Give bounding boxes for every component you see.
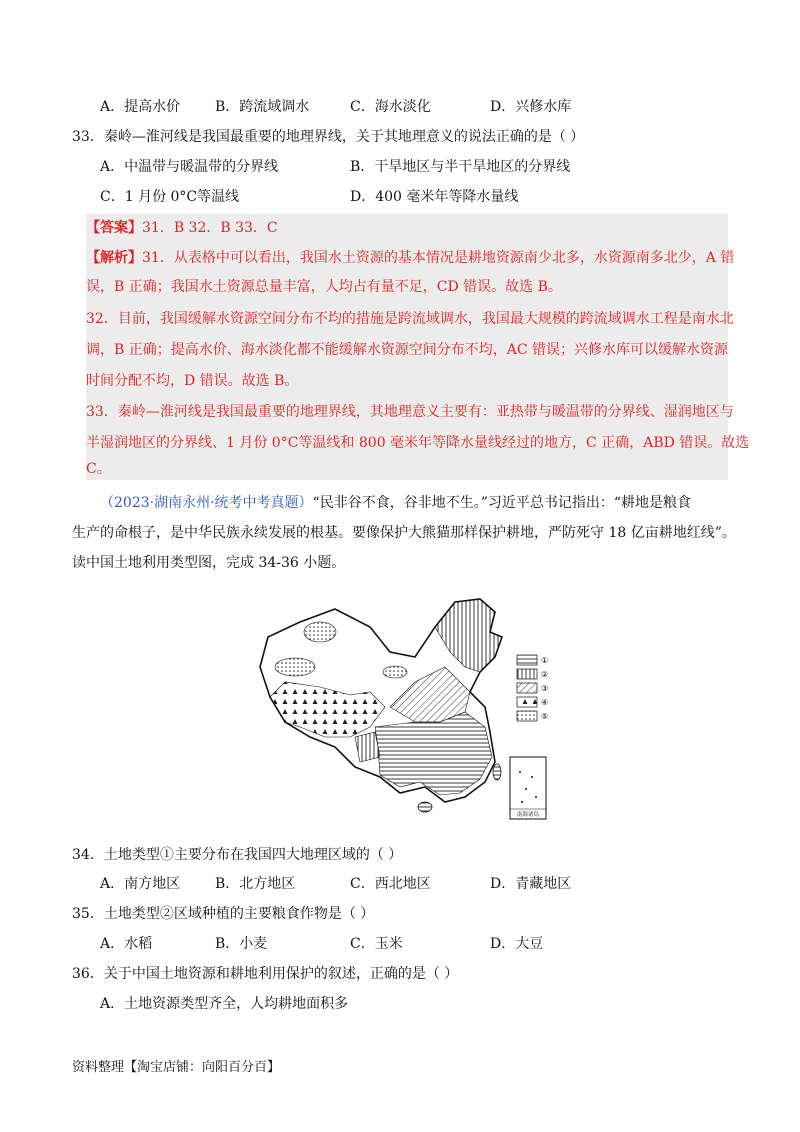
- q33-option-a: A．中温带与暖温带的分界线: [100, 159, 279, 175]
- q35-option-b: B．小麦: [215, 936, 268, 952]
- q33-option-c: C．1 月份 0°C等温线: [100, 189, 240, 205]
- q33-stem: 33．秦岭—淮河线是我国最重要的地理界线，关于其地理意义的说法正确的是（ ）: [72, 129, 585, 145]
- analysis-line-7: 半湿润地区的分界线、1 月份 0°C等温线和 800 毫米年等降水量线经过的地方，C 正确，ABD 错误。故选: [86, 435, 750, 451]
- map-legend: [517, 655, 548, 721]
- q35-option-d: D．大豆: [490, 936, 544, 952]
- q32-option-a: A．提高水价: [100, 99, 181, 115]
- footer-note: 资料整理【淘宝店铺：向阳百分百】: [72, 1060, 281, 1075]
- q33-option-b: B．干旱地区与半干旱地区的分界线: [350, 159, 571, 175]
- q35-option-a: A．水稻: [100, 936, 153, 952]
- analysis-line-2: 误，B 正确；我国水土资源总量丰富，人均占有量不足，CD 错误。故选 B。: [86, 279, 562, 295]
- intro-line-1: （2023·湖南永州·统考中考真题）“民非谷不食，谷非地不生。”习近平总书记指出：“耕地是粮食: [100, 495, 692, 511]
- china-land-use-map: [240, 597, 560, 837]
- q32-option-c: C．海水淡化: [350, 99, 431, 115]
- south-china-sea-inset: [510, 757, 546, 819]
- analysis-line-6: 33．秦岭—淮河线是我国最重要的地理界线，其地理意义主要有：亚热带与暖温带的分界线、湿润地区与: [86, 404, 734, 420]
- legend-label-4: ④: [541, 698, 549, 707]
- legend-label-5: ⑤: [541, 712, 549, 721]
- analysis-line-4: 调，B 正确；提高水价、海水淡化都不能缓解水资源空间分布不均，AC 错误；兴修水库可以缓解水资源: [86, 342, 729, 358]
- q35-stem: 35．土地类型②区域种植的主要粮食作物是（ ）: [72, 906, 375, 922]
- analysis-line-3: 32．目前，我国缓解水资源空间分布不均的措施是跨流域调水，我国最大规模的跨流域调水工程是南水北: [86, 311, 734, 327]
- q32-option-b: B．跨流域调水: [215, 99, 310, 115]
- answer-tag: 【答案】: [86, 220, 142, 236]
- source-tag: （2023·湖南永州·统考中考真题）: [100, 495, 313, 511]
- q32-option-d: D．兴修水库: [490, 99, 572, 115]
- inset-label: 南海诸岛: [516, 812, 540, 818]
- analysis-tag: 【解析】: [86, 250, 142, 266]
- answer-text: 31．B 32．B 33．C: [142, 220, 278, 236]
- legend-label-1: ①: [541, 656, 549, 665]
- intro-line-2: 生产的命根子，是中华民族永续发展的根基。要像保护大熊猫那样保护耕地，严防死守 18 亿亩耕地红线”。: [72, 525, 736, 541]
- q36-stem: 36．关于中国土地资源和耕地利用保护的叙述，正确的是（ ）: [72, 966, 459, 982]
- answer-line: [86, 218, 278, 238]
- q34-option-c: C．西北地区: [350, 876, 431, 892]
- q34-option-a: A．南方地区: [100, 876, 181, 892]
- q35-option-c: C．玉米: [350, 936, 403, 952]
- legend-label-3: ③: [541, 684, 549, 693]
- analysis-line-1: 【解析】31．从表格中可以看出，我国水土资源的基本情况是耕地资源南少北多，水资源南多北少，A 错: [86, 250, 735, 266]
- map-figure: [240, 597, 560, 837]
- analysis-line-5: 时间分配不均，D 错误。故选 B。: [86, 373, 299, 389]
- legend-label-2: ②: [541, 670, 549, 679]
- q34-option-d: D．青藏地区: [490, 876, 572, 892]
- analysis-line-8: C。: [86, 461, 111, 477]
- q34-stem: 34．土地类型①主要分布在我国四大地理区域的（ ）: [72, 847, 403, 863]
- q33-option-d: D．400 毫米年等降水量线: [350, 189, 519, 205]
- intro-line-3: 读中国土地利用类型图，完成 34-36 小题。: [72, 555, 346, 571]
- q36-option-a: A．土地资源类型齐全，人均耕地面积多: [100, 996, 349, 1012]
- q34-option-b: B．北方地区: [215, 876, 296, 892]
